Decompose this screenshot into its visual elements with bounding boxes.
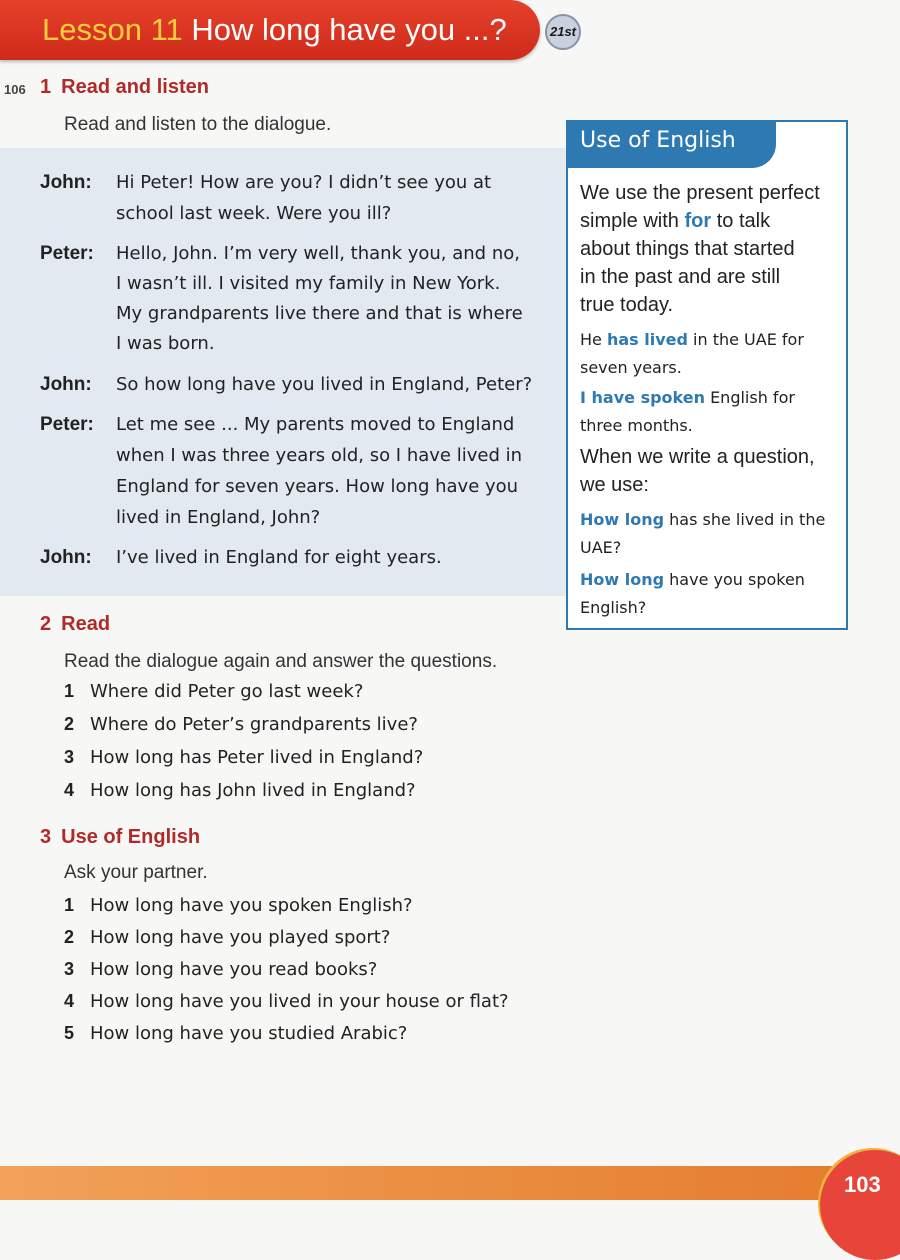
question-item: 4 How long has John lived in England? — [64, 780, 416, 801]
dialogue-line: school last week. Were you ill? — [116, 203, 392, 224]
section-1-instruction: Read and listen to the dialogue. — [64, 114, 332, 135]
section-3-instruction: Ask your partner. — [64, 862, 208, 883]
dialogue-speaker: Peter: — [40, 243, 94, 264]
example-sentence: He has lived in the UAE for — [580, 330, 804, 349]
rule-text: true today. — [580, 294, 674, 316]
section-2-heading: Read — [61, 613, 111, 635]
dialogue-speaker: John: — [40, 172, 92, 193]
question-item: 3 How long has Peter lived in England? — [64, 747, 424, 768]
use-of-english-tab — [566, 120, 776, 168]
dialogue-line: So how long have you lived in England, Peter? — [116, 374, 533, 395]
dialogue-line: Hello, John. I’m very well, thank you, and no, — [116, 243, 520, 264]
dialogue-line: Hi Peter! How are you? I didn’t see you at — [116, 172, 492, 193]
footer-bar — [0, 1166, 900, 1200]
section-3-number: 3 — [40, 826, 52, 848]
question-item: 2 How long have you played sport? — [64, 927, 391, 948]
question-item: 3 How long have you read books? — [64, 959, 378, 980]
dialogue-line: I’ve lived in England for eight years. — [116, 547, 442, 568]
section-1-heading: Read and listen — [61, 76, 209, 98]
section-3-title — [40, 826, 200, 849]
dialogue-line: England for seven years. How long have you — [116, 476, 519, 497]
section-2-number: 2 — [40, 613, 52, 635]
dialogue-line: when I was three years old, so I have lived in — [116, 445, 523, 466]
example-question: How long have you spoken — [580, 570, 805, 589]
dialogue-speaker: John: — [40, 374, 92, 395]
dialogue-line: I was born. — [116, 333, 215, 354]
21st-century-badge: 21st — [545, 14, 581, 50]
example-question: UAE? — [580, 538, 622, 557]
lesson-number: Lesson 11 — [42, 12, 183, 47]
question-item: 1 Where did Peter go last week? — [64, 681, 364, 702]
question-item: 4 How long have you lived in your house or flat? — [64, 991, 509, 1012]
page-number: 103 — [844, 1172, 881, 1197]
example-question: How long has she lived in the — [580, 510, 826, 529]
example-sentence: seven years. — [580, 358, 682, 377]
rule-text: simple with for to talk — [580, 210, 771, 232]
dialogue-line: I wasn’t ill. I visited my family in New York. — [116, 273, 501, 294]
section-1-title — [40, 76, 209, 99]
rule-text: about things that started — [580, 238, 795, 260]
lesson-heading: How long have you ...? — [191, 12, 507, 47]
question-item: 1 How long have you spoken English? — [64, 895, 413, 916]
section-2-title — [40, 613, 110, 636]
example-sentence: three months. — [580, 416, 693, 435]
keyword-for: for — [684, 210, 712, 232]
question-item: 2 Where do Peter’s grandparents live? — [64, 714, 418, 735]
rule-text: in the past and are still — [580, 266, 781, 288]
use-of-english-box-title: Use of English — [580, 128, 736, 153]
lesson-header — [0, 0, 540, 60]
question-item: 5 How long have you studied Arabic? — [64, 1023, 408, 1044]
dialogue-speaker: John: — [40, 547, 92, 568]
dialogue-speaker: Peter: — [40, 414, 94, 435]
lesson-title — [42, 12, 507, 48]
dialogue-line: Let me see ... My parents moved to England — [116, 414, 515, 435]
example-sentence: I have spoken English for — [580, 388, 795, 407]
example-question: English? — [580, 598, 647, 617]
rule-text: We use the present perfect — [580, 182, 820, 204]
section-2-instruction: Read the dialogue again and answer the questions. — [64, 651, 498, 672]
dialogue-line: lived in England, John? — [116, 507, 321, 528]
section-3-heading: Use of English — [61, 826, 201, 848]
rule-text: When we write a question, — [580, 446, 815, 468]
dialogue-line: My grandparents live there and that is where — [116, 303, 523, 324]
audio-track-number: 106 — [4, 82, 26, 97]
use-of-english-box — [566, 120, 848, 630]
rule-text: we use: — [580, 474, 649, 496]
section-1-number: 1 — [40, 76, 52, 98]
